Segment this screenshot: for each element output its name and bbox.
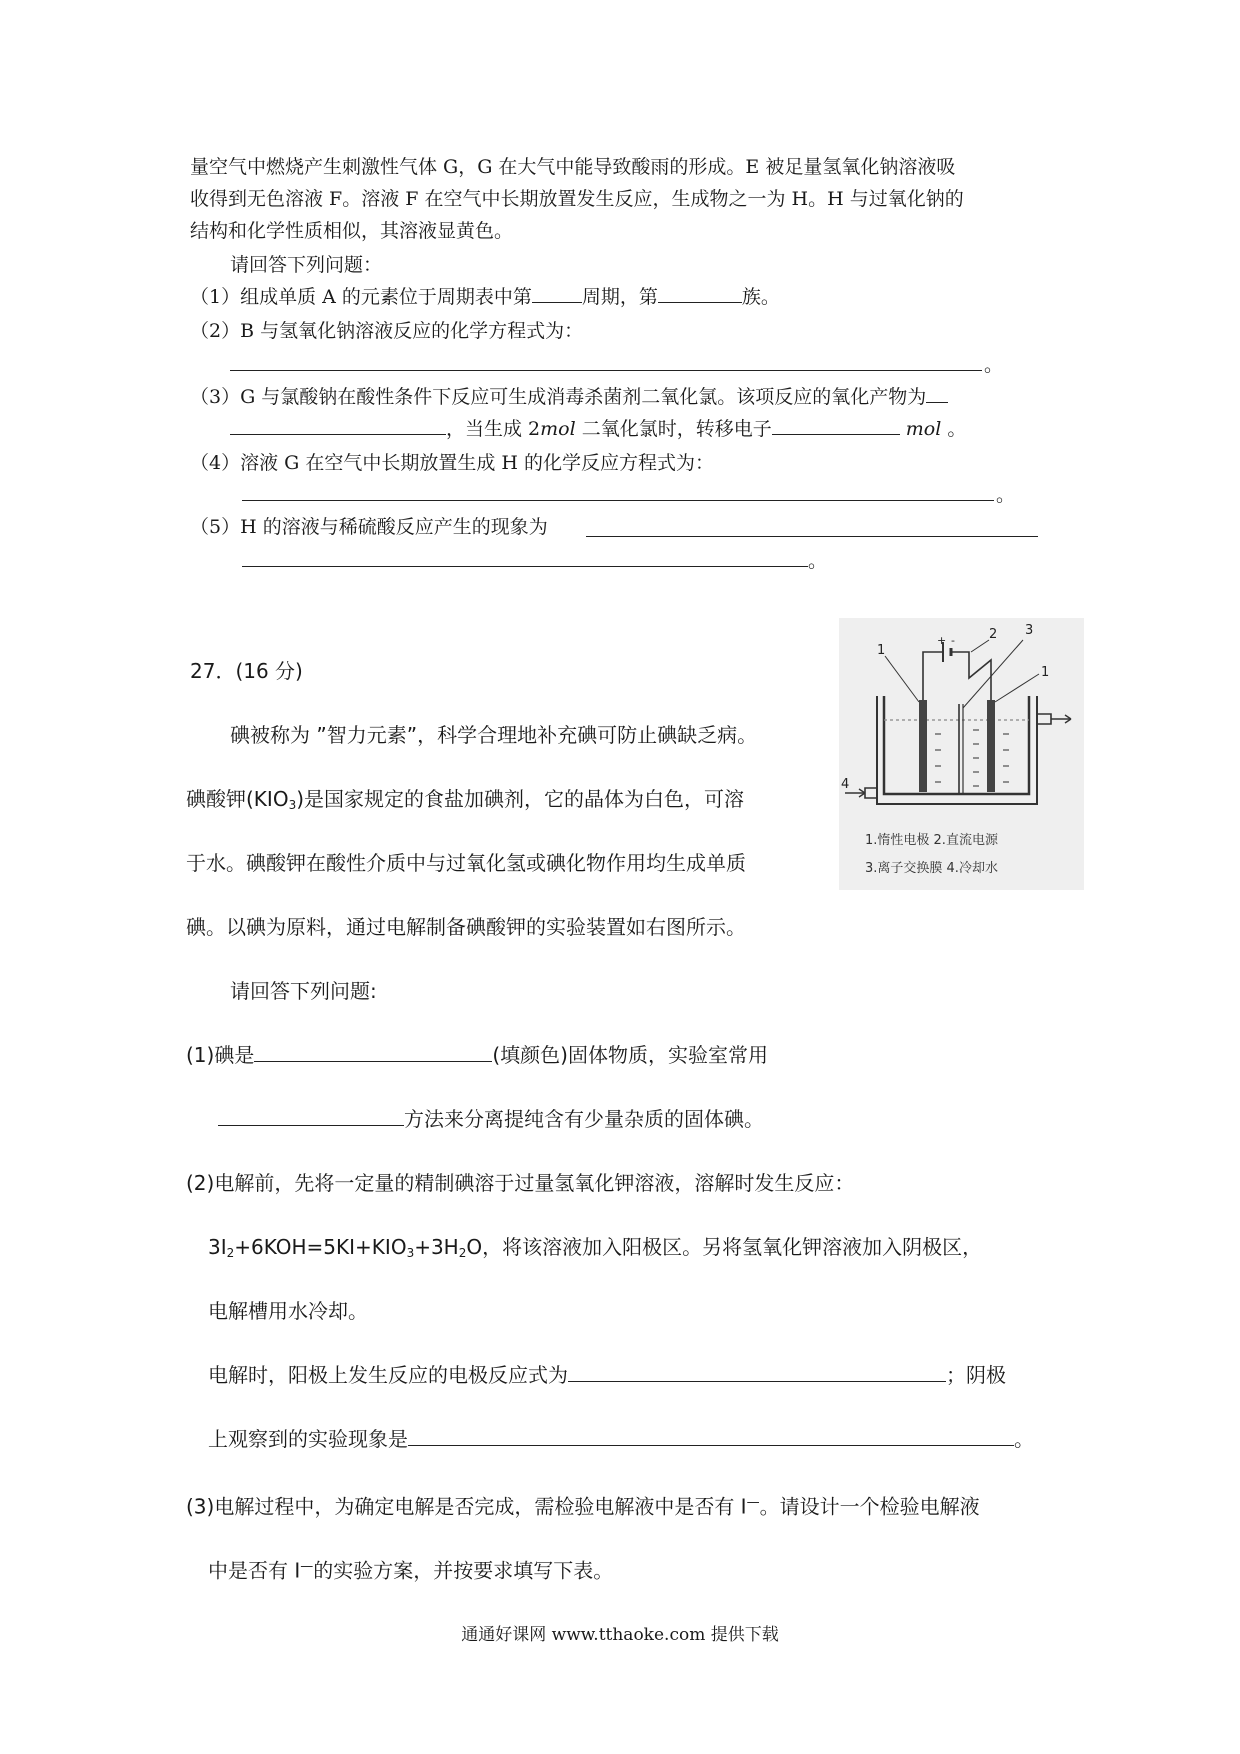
q27-prompt: 请回答下列问题: bbox=[230, 979, 377, 1003]
q26-sub2-end: 。 bbox=[984, 354, 1004, 376]
q26-sub2: （2）B 与氢氧化钠溶液反应的化学方程式为： bbox=[190, 320, 584, 342]
eq-sub-3: 3 bbox=[406, 1246, 415, 1260]
left-electrode bbox=[919, 700, 927, 792]
q26-sub3-text-b: ，当生成 2 bbox=[446, 418, 541, 440]
q27-part2-line1: (2)电解前，先将一定量的精制碘溶于过量氢氧化钾溶液，溶解时发生反应： bbox=[186, 1171, 855, 1195]
q26-sub3-line2 bbox=[230, 416, 966, 442]
figure-plus-sign: + bbox=[937, 634, 947, 647]
figure-legend-row-1: 1.惰性电极 2.直流电源 bbox=[865, 833, 998, 848]
q27-intro-kio3-sub: 3 bbox=[288, 798, 297, 812]
figure-minus-sign: - bbox=[951, 634, 955, 647]
q27-part3-text-b: 。请设计一个检验电解液 bbox=[759, 1494, 980, 1519]
cooling-inlet bbox=[865, 788, 877, 798]
q27-intro-kio3-a: 碘酸钾(KIO bbox=[186, 787, 289, 811]
figure-label-1a: 1 bbox=[877, 643, 886, 658]
q27-part3-line2 bbox=[208, 1554, 613, 1584]
eq-sub-2b: 2 bbox=[458, 1246, 467, 1260]
q27-part2-text-f: 上观察到的实验现象是 bbox=[208, 1427, 408, 1451]
phenomenon-answer-blank-2[interactable] bbox=[242, 566, 808, 567]
q27-part1-text-b: (填颜色)固体物质，实验室常用 bbox=[492, 1043, 768, 1067]
q26-sub3-mol-unit-2: mol bbox=[905, 418, 942, 440]
q26-sub5-end: 。 bbox=[808, 550, 828, 572]
q27-part3-text-d: 的实验方案，并按要求填写下表。 bbox=[313, 1558, 614, 1583]
q27-part2-text-b: ，将该溶液加入阳极区。另将氢氧化钾溶液加入阴极区， bbox=[482, 1235, 983, 1259]
eq-h2: +3H bbox=[414, 1235, 459, 1259]
right-electrode bbox=[987, 700, 995, 792]
q27-part1-text-c: 方法来分离提纯含有少量杂质的固体碘。 bbox=[404, 1107, 764, 1131]
q27-intro-line-3: 于水。碘酸钾在酸性介质中与过氧化氢或碘化物作用均生成单质 bbox=[186, 851, 746, 875]
q27-intro-line-2 bbox=[186, 786, 744, 818]
q27-part1-text-a: (1)碘是 bbox=[186, 1043, 255, 1067]
electrolysis-diagram bbox=[839, 618, 1084, 890]
phenomenon-answer-blank-1[interactable] bbox=[586, 536, 1038, 537]
separation-method-answer-blank[interactable] bbox=[218, 1107, 404, 1126]
equation-h-answer-blank[interactable] bbox=[242, 500, 994, 501]
electron-transfer-answer-blank[interactable] bbox=[772, 416, 900, 435]
q26-sub3-text-e: 。 bbox=[941, 418, 967, 440]
q26-sub4: （4）溶液 G 在空气中长期放置生成 H 的化学反应方程式为： bbox=[190, 452, 714, 474]
q26-sub1 bbox=[190, 284, 780, 310]
eq-koh: +6KOH=5KI+KIO bbox=[234, 1235, 407, 1259]
cathode-phenomenon-answer-blank[interactable] bbox=[408, 1427, 1014, 1446]
q27-part1-line2 bbox=[218, 1106, 764, 1132]
eq-sub-2: 2 bbox=[226, 1246, 235, 1260]
tank-outer-wall bbox=[877, 696, 1037, 804]
group-answer-blank[interactable] bbox=[658, 284, 742, 303]
electrolysis-apparatus-figure bbox=[839, 618, 1084, 890]
eq-o: O bbox=[466, 1235, 483, 1259]
anode-reaction-answer-blank[interactable] bbox=[568, 1363, 946, 1382]
q26-sub3-text-a: （3）G 与氯酸钠在酸性条件下反应可生成消毒杀菌剂二氧化氯。该项反应的氧化产物为 bbox=[190, 386, 927, 408]
q27-intro-line-1: 碘被称为 ”智力元素”，科学合理地补充碘可防止碘缺乏病。 bbox=[230, 723, 758, 747]
q27-intro-line-4: 碘。以碘为原料，通过电解制备碘酸钾的实验装置如右图所示。 bbox=[186, 915, 746, 939]
page-footer: 通通好课网 www.tthaoke.com 提供下载 bbox=[461, 1625, 779, 1645]
q26-sub1-text-b: 周期，第 bbox=[581, 286, 658, 308]
q27-part3-line1 bbox=[186, 1490, 980, 1520]
q26-sub3-text-c: 二氧化氯时，转移电子 bbox=[575, 418, 772, 440]
q27-part2-line3: 电解槽用水冷却。 bbox=[208, 1299, 368, 1323]
q27-part2-text-d: 电解时，阳极上发生反应的电极反应式为 bbox=[208, 1363, 568, 1387]
cooling-outlet bbox=[1037, 714, 1051, 724]
oxidation-product-answer-blank[interactable] bbox=[230, 416, 446, 435]
q26-para-line-3: 结构和化学性质相似，其溶液显黄色。 bbox=[190, 220, 514, 242]
figure-label-3: 3 bbox=[1025, 623, 1034, 638]
q26-prompt: 请回答下列问题： bbox=[230, 254, 383, 276]
q26-sub3-line1 bbox=[190, 384, 948, 410]
figure-label-4: 4 bbox=[841, 777, 850, 792]
q26-sub1-text-c: 族。 bbox=[741, 286, 780, 308]
q26-para-line-1: 量空气中燃烧产生刺激性气体 G，G 在大气中能导致酸雨的形成。E 被足量氢氧化钠溶液吸 bbox=[190, 156, 956, 178]
figure-label-2: 2 bbox=[989, 627, 998, 642]
q27-part3-text-a: (3)电解过程中，为确定电解是否完成，需检验电解液中是否有 I bbox=[186, 1494, 747, 1519]
q26-sub5: （5）H 的溶液与稀硫酸反应产生的现象为 bbox=[190, 516, 548, 538]
q26-sub4-end: 。 bbox=[996, 484, 1016, 506]
q26-sub1-text-a: （1）组成单质 A 的元素位于周期表中第 bbox=[190, 286, 532, 308]
q27-part2-text-g: 。 bbox=[1014, 1427, 1034, 1451]
q27-part1-line1 bbox=[186, 1042, 768, 1068]
period-answer-blank[interactable] bbox=[532, 284, 582, 303]
q27-part2-text-e: ；阴极 bbox=[946, 1363, 1006, 1387]
q27-header: 27．(16 分) bbox=[190, 659, 303, 683]
q27-part2-line2 bbox=[208, 1234, 982, 1266]
equation-b-answer-blank[interactable] bbox=[230, 370, 982, 371]
q26-sub3-mol-unit: mol bbox=[540, 418, 576, 440]
figure-label-1b: 1 bbox=[1041, 665, 1050, 680]
oxidation-product-blank-start[interactable] bbox=[926, 384, 948, 403]
q27-part2-line5 bbox=[208, 1426, 1034, 1452]
q27-part3-text-c: 中是否有 I bbox=[208, 1558, 301, 1583]
figure-legend-row-2: 3.离子交换膜 4.冷却水 bbox=[865, 861, 998, 876]
q27-part2-line4 bbox=[208, 1362, 1006, 1388]
q27-intro-kio3-b: )是国家规定的食盐加碘剂，它的晶体为白色，可溶 bbox=[296, 787, 745, 811]
q26-para-line-2: 收得到无色溶液 F。溶液 F 在空气中长期放置发生反应，生成物之一为 H。H 与过氧化钠的 bbox=[190, 188, 964, 210]
iodine-color-answer-blank[interactable] bbox=[254, 1043, 492, 1062]
q27-part3-sup-2: — bbox=[300, 1559, 314, 1574]
q27-part3-sup: — bbox=[746, 1495, 760, 1510]
eq-i2: 3I bbox=[208, 1235, 227, 1259]
